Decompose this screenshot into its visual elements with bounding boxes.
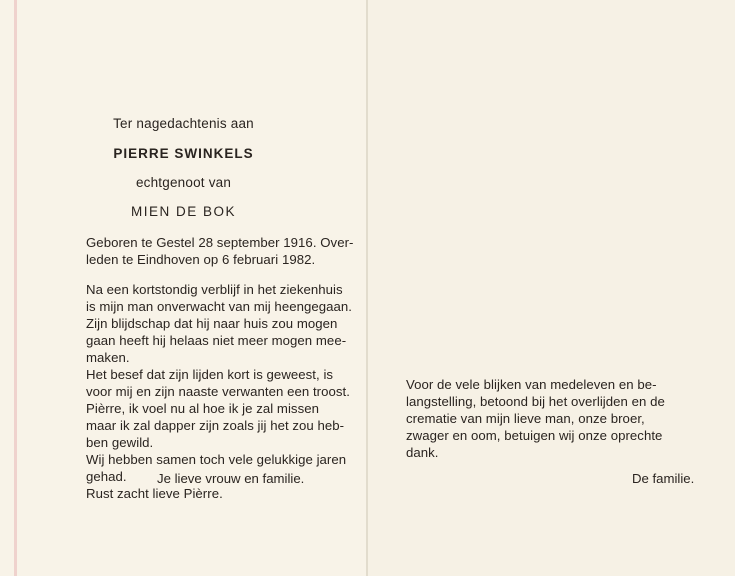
left-page bbox=[0, 0, 367, 576]
thanks-line: Voor de vele blijken van medeleven en be- bbox=[406, 377, 657, 392]
left-signature: Je lieve vrouw en familie. bbox=[157, 471, 305, 486]
deceased-name: PIERRE SWINKELS bbox=[113, 146, 254, 161]
message-line: gaan heeft hij helaas niet meer mogen mee- bbox=[86, 333, 347, 348]
dates-line: leden te Eindhoven op 6 februari 1982. bbox=[86, 252, 316, 267]
message-line: ben gewild. bbox=[86, 435, 154, 450]
thanks-line: dank. bbox=[406, 445, 439, 460]
message-block bbox=[86, 281, 352, 502]
thanks-block bbox=[406, 376, 665, 461]
message-line: maar ik zal dapper zijn zoals jij het zou heb- bbox=[86, 418, 345, 433]
message-line: Rust zacht lieve Pièrre. bbox=[86, 486, 223, 501]
right-page bbox=[368, 0, 735, 576]
message-line: Het besef dat zijn lijden kort is geweest, is bbox=[86, 367, 334, 382]
message-line: gehad. bbox=[86, 469, 127, 484]
message-line: maken. bbox=[86, 350, 130, 365]
message-line: is mijn man onverwacht van mij heengegaan. bbox=[86, 299, 352, 314]
message-line: Na een kortstondig verblijf in het ziekenhuis bbox=[86, 282, 343, 297]
message-line: voor mij en zijn naaste verwanten een troost. bbox=[86, 384, 350, 399]
dates-block bbox=[86, 234, 353, 268]
pink-edge-mark bbox=[14, 0, 17, 576]
thanks-line: langstelling, betoond bij het overlijden en de bbox=[406, 394, 665, 409]
thanks-line: crematie van mijn lieve man, onze broer, bbox=[406, 411, 645, 426]
dates-line: Geboren te Gestel 28 september 1916. Over- bbox=[86, 235, 354, 250]
message-line: Zijn blijdschap dat hij naar huis zou mogen bbox=[86, 316, 338, 331]
spouse-label: echtgenoot van bbox=[135, 175, 232, 190]
spouse-name: MIEN DE BOK bbox=[130, 204, 236, 219]
message-line: Wij hebben samen toch vele gelukkige jaren bbox=[86, 452, 347, 467]
thanks-line: zwager en oom, betuigen wij onze oprechte bbox=[406, 428, 663, 443]
right-signature: De familie. bbox=[632, 471, 695, 486]
message-line: Pièrre, ik voel nu al hoe ik je zal missen bbox=[86, 401, 319, 416]
in-memory-heading: Ter nagedachtenis aan bbox=[113, 116, 254, 131]
